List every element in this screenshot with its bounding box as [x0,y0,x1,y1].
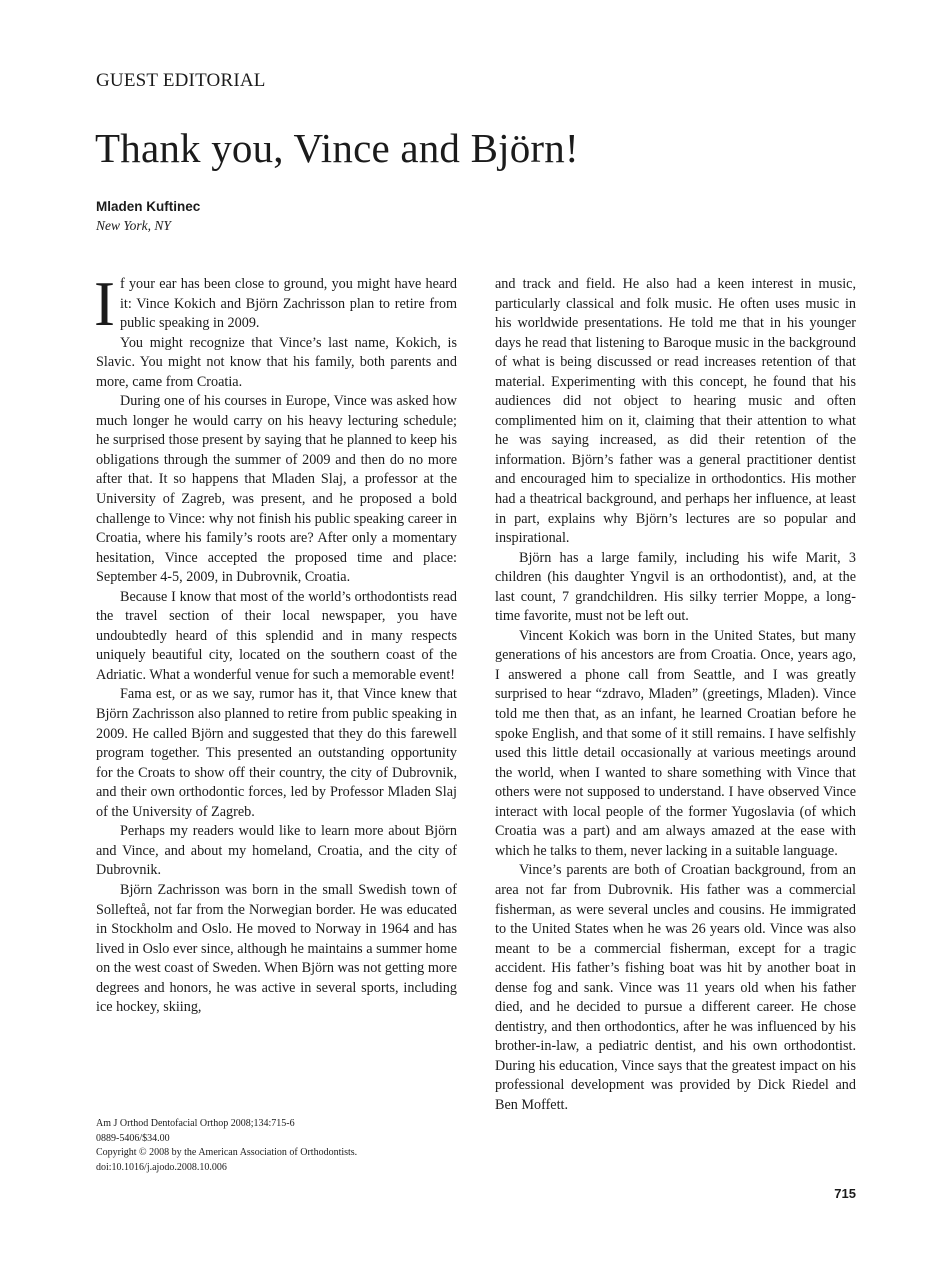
paragraph-text: f your ear has been close to ground, you might have heard it: Vince Kokich and Björn Zachrisson plan to retire from public speaking in 2009. [119,276,457,332]
paragraph: Björn Zachrisson was born in the small Swedish town of Sollefteå, not far from the Norwegian border. He was educated in Stockholm and Oslo. He moved to Norway in 1964 and has lived in Oslo ever since, although he maintains a summer home on the west coast of Sweden. When Björn was not getting more degrees and honors, he was active in several sports, including ice hockey, skiing, [96,881,457,1016]
right-column [495,275,856,1116]
citation: Am J Orthod Dentofacial Orthop 2008;134:715-6 [96,1118,295,1129]
article-title: Thank you, Vince and Björn! [95,125,579,171]
author-name: Mladen Kuftinec [96,199,201,214]
paragraph: Vincent Kokich was born in the United States, but many generations of his ancestors are from Croatia. Once, years ago, I answered a phone call from Seattle, and I was greatly surprised to hear “zdravo, Mladen” (greetings, Mladen). Vince told me then that, as an infant, he learned Croatian before he spoke English, and that some of it still remains. I have selfishly used this little detail occasionally at various meetings around the world, when I wanted to share something with Vince that others were not supposed to understand. I have observed Vince interact with local people of the former Yugoslavia (of which Croatia was a part) and am always amazed at the ease with which he talks to them, never lacking in a suitable language. [495,627,856,859]
paragraph: Perhaps my readers would like to learn more about Björn and Vince, and about my homeland, Croatia, and the city of Dubrovnik. [96,823,457,879]
doi: doi:10.1016/j.ajodo.2008.10.006 [96,1161,227,1173]
paragraph: You might recognize that Vince’s last name, Kokich, is Slavic. You might not know that his family, both parents and more, came from Croatia. [96,334,457,390]
paragraph: Vince’s parents are both of Croatian background, from an area not far from Dubrovnik. His father was a commercial fisherman, as were several uncles and cousins. He immigrated to the United States when he was 26 years old. Vince was also meant to be a commercial fisherman, except for a tragic accident. His father’s fishing boat was hit by another boat in dense fog and sank. Vince was 11 years old when his father died, and he decided to pursue a different career. He chose dentistry, and then orthodontics, after he was influenced by his brother-in-law, a pediatric dentist, and his own orthodontist. During his education, Vince says that the greatest impact on his professional development was provided by Dick Riedel and Ben Moffett. [495,862,856,1113]
paragraph: During one of his courses in Europe, Vince was asked how much longer he would carry on his heavy lecturing schedule; he surprised those present by saying that he planned to keep his obligations through the summer of 2009 and then do no more after that. It so happens that Mladen Slaj, a professor at the University of Zagreb, was present, and he proposed a bold challenge to Vince: why not finish his public speaking career in Croatia, where his family’s roots are? After only a momentary hesitation, Vince accepted the proposed time and place: September 4-5, 2009, in Dubrovnik, Croatia. [96,393,457,586]
drop-cap: I [94,269,115,339]
paragraph: Fama est, or as we say, rumor has it, that Vince knew that Björn Zachrisson also planned to retire from public speaking in 2009. He called Björn and suggested that they do this farewell program together. This presented an outstanding opportunity for the Croats to show off their country, the city of Dubrovnik, and their own orthodontic forces, led by Professor Mladen Slaj of the University of Zagreb. [96,686,457,820]
paragraph: Björn has a large family, including his wife Marit, 3 children (his daughter Yngvil is an orthodontist), and, at the last count, 7 grandchildren. His silky terrier Moppe, a long-time favorite, must not be left out. [495,549,856,625]
page-number: 715 [834,1186,856,1201]
copyright: Copyright © 2008 by the American Association of Orthodontists. [96,1147,358,1158]
paragraph: Because I know that most of the world’s orthodontists read the travel section of their local newspaper, you have undoubtedly heard of this splendid and in many respects uniquely beautiful city, located on the southern coast of the Adriatic. What a wonderful venue for such a memorable event! [96,588,457,683]
section-label: GUEST EDITORIAL [96,70,266,91]
paragraph: and track and field. He also had a keen interest in music, particularly classical and folk music. He often uses music in his worldwide presentations. He told me that in his younger days he read that listening to Baroque music in the background of what is being discussed or read increases retention of that material. Experimenting with this concept, he found that his audiences did not object to hearing music and often complimented him on it, claiming that their attention to what he was saying increased, as did their retention of the information. Björn’s father was a general practitioner dentist and encouraged him to specialize in orthodontics. His mother had a theatrical background, and perhaps her influence, at least in part, explains why Björn’s lectures are so popular and inspirational. [495,276,856,547]
issn: 0889-5406/$34.00 [96,1132,170,1144]
author-affiliation: New York, NY [96,218,171,233]
footnote [96,1117,357,1175]
left-column [94,269,457,1018]
paragraph [94,269,457,339]
